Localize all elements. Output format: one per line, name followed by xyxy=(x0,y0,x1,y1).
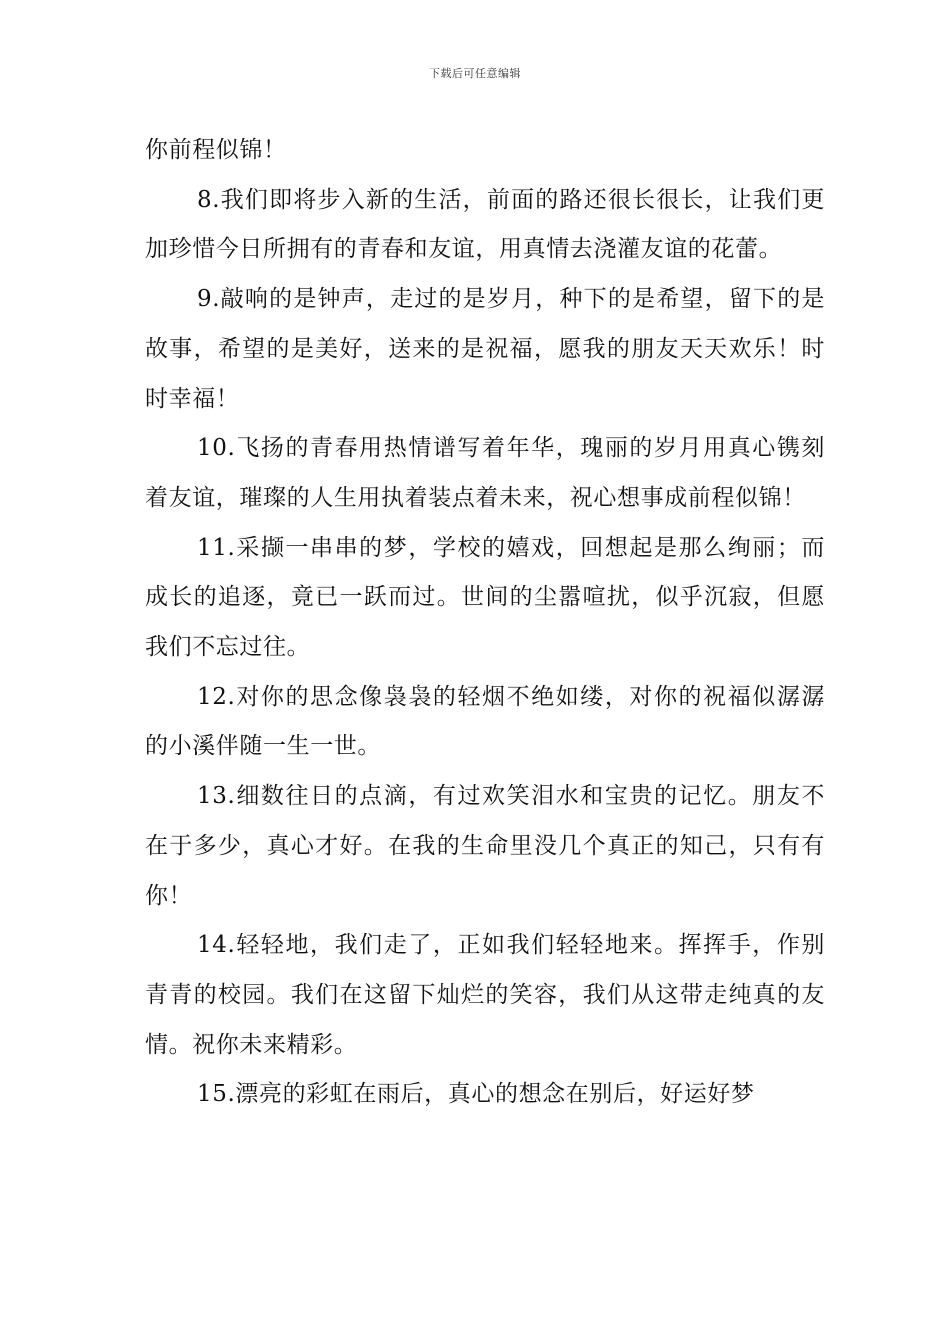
paragraph: 9.敲响的是钟声，走过的是岁月，种下的是希望，留下的是故事，希望的是美好，送来的是祝福，愿我的朋友天天欢乐！时时幸福！ xyxy=(145,286,825,412)
document-body xyxy=(145,126,825,1120)
paragraph: 10.飞扬的青春用热情谱写着年华，瑰丽的岁月用真心镌刻着友谊，璀璨的人生用执着装点着未来，祝心想事成前程似锦！ xyxy=(145,435,825,511)
paragraph: 11.采撷一串串的梦，学校的嬉戏，回想起是那么绚丽；而成长的追逐，竟已一跃而过。世间的尘嚣喧扰，似乎沉寂，但愿我们不忘过往。 xyxy=(145,534,825,661)
paragraph: 12.对你的思念像袅袅的轻烟不绝如缕，对你的祝福似潺潺的小溪伴随一生一世。 xyxy=(145,683,825,760)
paragraph: 你前程似锦！ xyxy=(145,137,287,163)
paragraph: 14.轻轻地，我们走了，正如我们轻轻地来。挥挥手，作别青青的校园。我们在这留下灿烂的笑容，我们从这带走纯真的友情。祝你未来精彩。 xyxy=(145,932,825,1058)
paragraph: 8.我们即将步入新的生活，前面的路还很长很长，让我们更加珍惜今日所拥有的青春和友谊，用真情去浇灌友谊的花蕾。 xyxy=(145,186,825,263)
paragraph: 15.漂亮的彩虹在雨后，真心的想念在别后，好运好梦 xyxy=(197,1081,755,1108)
page-header: 下载后可任意编辑 xyxy=(429,67,521,80)
paragraph: 13.细数往日的点滴，有过欢笑泪水和宝贵的记忆。朋友不在于多少，真心才好。在我的生命里没几个真正的知己，只有有你！ xyxy=(145,783,825,909)
